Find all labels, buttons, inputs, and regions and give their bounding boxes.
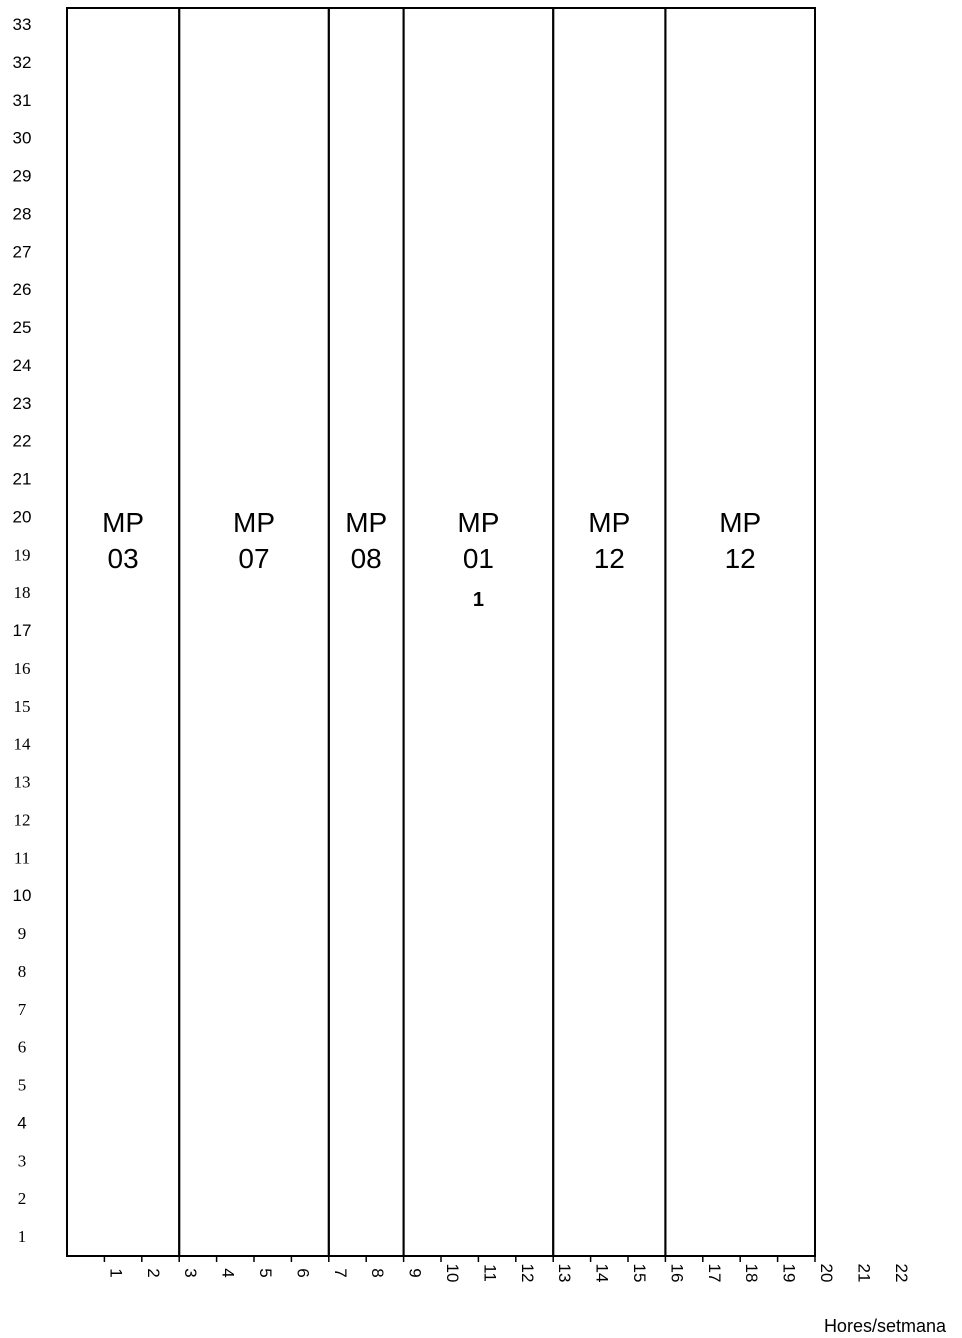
y-tick-label: 16: [13, 658, 31, 678]
x-tick-label: 6: [293, 1268, 313, 1278]
x-tick-label: 20: [817, 1263, 836, 1283]
module-block-label: MP: [719, 507, 762, 538]
y-tick-label: 20: [12, 507, 32, 527]
module-block: [553, 8, 665, 1256]
module-block-note: 1: [472, 589, 484, 611]
y-tick-label: 6: [17, 1037, 27, 1057]
y-tick-label: 24: [12, 355, 32, 375]
x-tick-label: 1: [106, 1268, 126, 1278]
x-tick-label: 18: [742, 1263, 762, 1283]
y-tick-label: 26: [12, 280, 32, 300]
x-tick-label: 10: [443, 1263, 462, 1283]
x-tick-label: 12: [517, 1263, 537, 1283]
module-block-code: 03: [107, 543, 139, 574]
module-blocks: [67, 8, 815, 1256]
module-block-code: 12: [593, 543, 625, 574]
x-tick-label: 22: [891, 1263, 911, 1283]
x-axis: [67, 1256, 911, 1282]
x-tick-label: 9: [405, 1268, 425, 1278]
y-tick-label: 22: [12, 431, 32, 451]
y-tick-label: 1: [17, 1227, 27, 1246]
y-tick-label: 5: [17, 1075, 27, 1095]
y-tick-label: 13: [13, 772, 31, 792]
y-tick-label: 8: [17, 961, 27, 981]
y-tick-label: 4: [17, 1113, 27, 1133]
y-tick-label: 30: [12, 128, 32, 148]
x-tick-label: 16: [667, 1263, 687, 1283]
x-tick-label: 11: [480, 1264, 500, 1282]
y-tick-label: 25: [12, 318, 32, 337]
y-axis-labels: [13, 15, 32, 1246]
y-tick-label: 21: [12, 469, 32, 489]
x-tick-label: 15: [630, 1263, 649, 1283]
module-block: [404, 8, 554, 1256]
y-tick-label: 28: [12, 204, 32, 224]
x-tick-label: 5: [256, 1268, 275, 1278]
module-block-label: MP: [102, 507, 145, 538]
module-block-code: 07: [238, 543, 270, 574]
x-tick-label: 4: [218, 1268, 238, 1278]
y-tick-label: 27: [12, 242, 32, 262]
module-block: [665, 8, 815, 1256]
y-tick-label: 12: [13, 810, 31, 830]
y-tick-label: 19: [13, 545, 31, 565]
y-tick-label: 2: [17, 1189, 27, 1209]
module-block-code: 12: [724, 543, 756, 574]
x-tick-label: 19: [779, 1263, 799, 1283]
y-tick-label: 10: [12, 886, 32, 906]
module-block-label: MP: [345, 507, 388, 538]
x-tick-label: 13: [555, 1263, 575, 1283]
y-tick-label: 14: [13, 734, 31, 754]
y-tick-label: 11: [13, 848, 31, 868]
module-block-code: 08: [350, 543, 382, 574]
x-tick-label: 2: [143, 1268, 163, 1278]
module-block: [329, 8, 404, 1256]
x-tick-label: 14: [592, 1263, 612, 1283]
y-tick-label: 18: [13, 583, 31, 603]
module-block-code: 01: [462, 543, 494, 574]
y-tick-label: 9: [17, 924, 27, 943]
x-tick-label: 8: [368, 1268, 388, 1278]
y-tick-label: 31: [12, 90, 32, 110]
module-block-label: MP: [457, 507, 500, 538]
module-block-label: MP: [588, 507, 631, 538]
module-block-label: MP: [233, 507, 275, 538]
x-tick-label: 21: [854, 1263, 874, 1283]
x-axis-caption: Hores/setmana: [823, 1316, 946, 1336]
y-tick-label: 33: [12, 15, 32, 34]
x-tick-label: 17: [704, 1263, 724, 1283]
y-tick-label: 15: [13, 696, 31, 716]
y-tick-label: 29: [12, 166, 32, 186]
y-tick-label: 23: [12, 393, 32, 413]
module-block: [67, 8, 179, 1256]
y-tick-label: 7: [17, 999, 27, 1019]
module-block: [179, 8, 329, 1256]
x-tick-label: 7: [330, 1268, 350, 1278]
y-tick-label: 32: [12, 52, 32, 72]
x-tick-label: 3: [181, 1268, 201, 1278]
y-tick-label: 17: [12, 621, 32, 640]
y-tick-label: 3: [17, 1151, 27, 1171]
